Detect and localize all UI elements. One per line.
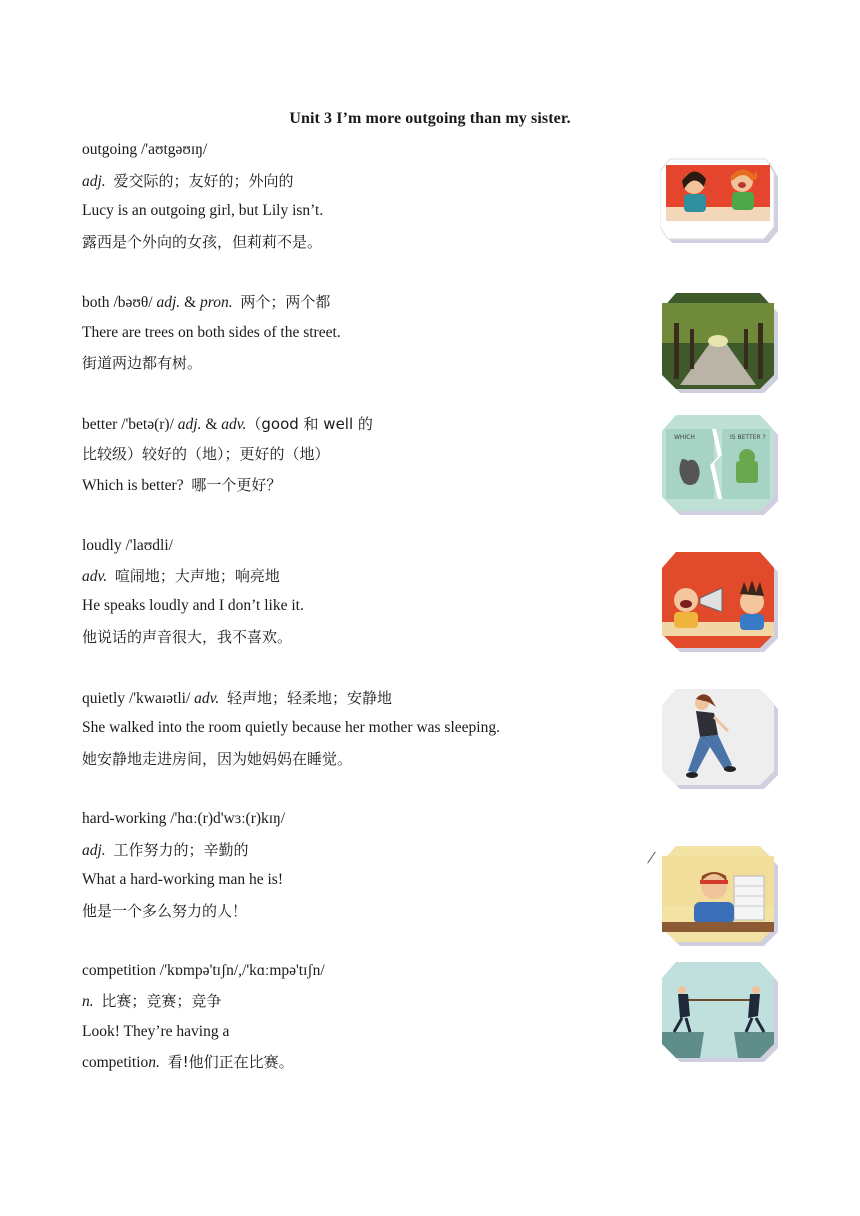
part-of-speech-2: pron. (200, 294, 233, 311)
entry-both-headword (82, 292, 330, 313)
entry-better-meaning: 比较级）较好的（地）；更好的（地） (82, 445, 330, 463)
meaning: 两个；两个都 (240, 293, 331, 311)
example-zh: 看!他们正在比赛。 (167, 1053, 294, 1071)
office-worker-icon (660, 846, 778, 934)
word: competition (82, 962, 157, 979)
tree-road-icon (660, 293, 778, 381)
entry-outgoing-meaning (82, 171, 293, 192)
part-of-speech-2: adv. (221, 416, 247, 433)
meaning: 工作努力的；辛勤的 (113, 841, 249, 859)
part-of-speech: adj. (156, 294, 181, 311)
entry-better-headword (82, 414, 373, 435)
phonetic: /'laʊdli/ (125, 537, 173, 554)
which-is-better-icon (660, 415, 778, 503)
example-en-continued: competitio (82, 1054, 149, 1071)
example-zh: 哪一个更好？ (191, 476, 282, 494)
example-en-italic: n. (148, 1054, 160, 1071)
entry-loudly-headword (82, 536, 173, 556)
entry-outgoing-example-en: Lucy is an outgoing girl, but Lily isn’t. (82, 202, 324, 219)
megaphone-icon (660, 552, 778, 640)
entry-both-example-zh: 街道两边都有树。 (82, 354, 203, 372)
part-of-speech: adj. (177, 416, 202, 433)
word: better (82, 416, 118, 433)
word: quietly (82, 690, 126, 707)
word: loudly (82, 537, 122, 554)
tiptoe-woman-icon (660, 689, 778, 777)
entry-quietly-example-zh: 她安静地走进房间，因为她妈妈在睡觉。 (82, 750, 353, 768)
outgoing-girls-icon (660, 157, 778, 245)
word: hard-working (82, 810, 167, 827)
phonetic: /'aʊtgəʊɪŋ/ (141, 141, 208, 158)
entry-outgoing-example-zh: 露西是个外向的女孩，但莉莉不是。 (82, 233, 323, 251)
meaning: 轻声地；轻柔地；安静地 (227, 689, 393, 707)
meaning: 爱交际的；友好的；外向的 (113, 172, 294, 190)
entry-hard-working-meaning (82, 840, 248, 861)
word: both (82, 294, 110, 311)
phonetic: /'hɑː(r)d'wɜː(r)kɪŋ/ (170, 810, 286, 827)
entry-competition-meaning (82, 991, 221, 1012)
part-of-speech: adj. (82, 173, 106, 190)
phonetic: /'betə(r)/ (121, 416, 174, 433)
meaning: 喧闹地；大声地；响亮地 (114, 567, 280, 585)
phonetic: /'kwaɪətli/ (128, 690, 191, 707)
page-title: Unit 3 I’m more outgoing than my sister. (289, 110, 571, 127)
entry-competition-headword (82, 961, 325, 981)
entry-loudly-example-en: He speaks loudly and I don’t like it. (82, 597, 304, 614)
entry-competition-example-line2 (82, 1052, 294, 1073)
tug-of-war-icon (660, 962, 778, 1050)
stray-mark: / (646, 850, 657, 866)
entry-loudly-example-zh: 他说话的声音很大，我不喜欢。 (82, 628, 293, 646)
ampersand: & (184, 294, 197, 311)
entry-hard-working-example-en: What a hard-working man he is! (82, 871, 284, 888)
part-of-speech: adv. (82, 568, 108, 585)
phonetic: /'kɒmpə'tɪʃn/,/'kɑːmpə'tɪʃn/ (159, 962, 325, 979)
svg-text:WHICH: WHICH (674, 434, 695, 441)
ampersand: & (205, 416, 218, 433)
meaning: 比赛；竞赛；竞争 (101, 992, 222, 1010)
entry-better-example (82, 475, 281, 496)
entry-quietly-headword (82, 688, 392, 709)
phonetic: /bəʊθ/ (113, 294, 153, 311)
part-of-speech: adv. (194, 690, 220, 707)
entry-both-example-en: There are trees on both sides of the street. (82, 324, 341, 341)
word: outgoing (82, 141, 138, 158)
entry-loudly-meaning (82, 566, 280, 587)
entry-hard-working-headword (82, 809, 285, 829)
part-of-speech: n. (82, 993, 94, 1010)
entry-outgoing-headword (82, 140, 207, 160)
svg-text:IS BETTER ?: IS BETTER ? (730, 434, 766, 441)
example-en: Which is better? (82, 477, 184, 494)
entry-hard-working-example-zh: 他是一个多么努力的人！ (82, 902, 248, 920)
part-of-speech: adj. (82, 842, 106, 859)
comparative-note: （good 和 well 的 (246, 415, 373, 433)
entry-competition-example-en: Look! They’re having a (82, 1023, 230, 1040)
entry-quietly-example-en: She walked into the room quietly because her mother was sleeping. (82, 719, 500, 736)
